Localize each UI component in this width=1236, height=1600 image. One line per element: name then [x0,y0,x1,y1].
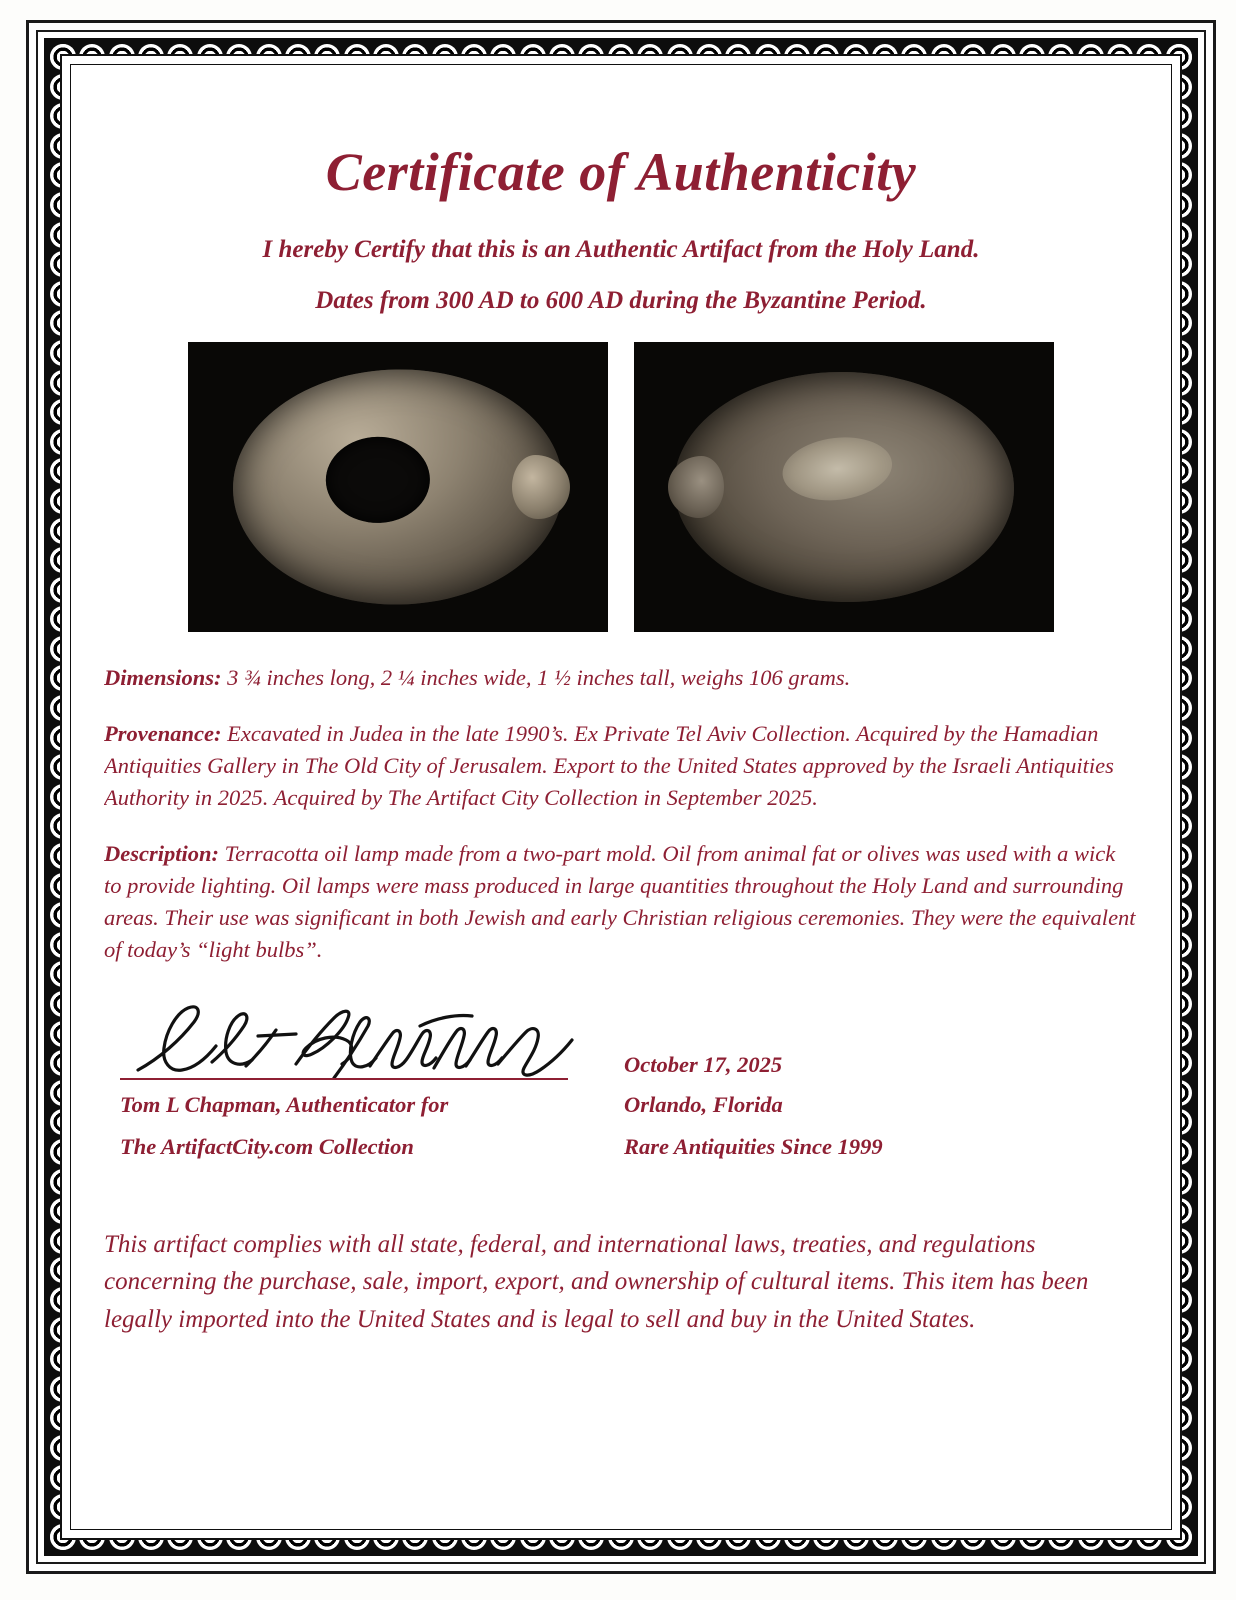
field-dimensions [104,662,1138,694]
signature-date: October 17, 2025 [624,1051,783,1077]
certify-line-2: Dates from 300 AD to 600 AD during the Byzantine Period. [315,287,927,315]
page-title: Certificate of Authenticity [325,142,917,202]
field-provenance-value: Excavated in Judea in the late 1990’s. Ex Private Tel Aviv Collection. Acquired by the Hamadian Antiquities Gallery in The Old City of Jerusalem. Export to the United States approved by the Israeli Antiquities Authority in 2025. Acquired by The Artifact City Collection in September 2025. [104,721,1114,810]
oil-lamp-nozzle-bottom [668,456,724,518]
certificate-content [104,96,1138,1496]
legal-notice: This artifact complies with all state, federal, and international laws, treaties, and regulations concerning the purchase, sale, import, export, and ownership of cultural items. This item has been legally imported into the United States and is legal to sell and buy in the United States. [104,1230,1089,1333]
signature-tagline: Rare Antiquities Since 1999 [624,1133,883,1159]
handwritten-signature [120,992,590,1087]
signature-name: Tom L Chapman, Authenticator for [120,1091,449,1117]
signature-block [104,992,1138,1172]
field-description [104,838,1138,966]
artifact-photos [104,342,1138,632]
field-dimensions-value: 3 ¾ inches long, 2 ¼ inches wide, 1 ½ inches tall, weighs 106 grams. [221,665,851,691]
signature-organization: The ArtifactCity.com Collection [120,1133,414,1159]
certify-line-1: I hereby Certify that this is an Authentic Artifact from the Holy Land. [262,235,980,263]
field-provenance-label: Provenance: [104,721,222,747]
field-provenance [104,718,1138,814]
signature-city: Orlando, Florida [624,1091,783,1117]
oil-lamp-nozzle-top [512,455,570,519]
field-description-value: Terracotta oil lamp made from a two-part mold. Oil from animal fat or olives was used with a wick to provide lighting. Oil lamps were mass produced in large quantities throughout the Holy Land and surrounding areas. Their use was significant in both Jewish and early Christian religious ceremonies. They were the equivalent of today’s “light bulbs”. [104,840,1136,962]
signature-rule [120,1078,568,1080]
artifact-photo-top [188,342,608,632]
field-dimensions-label: Dimensions: [104,665,222,691]
artifact-photo-bottom [634,342,1054,632]
field-description-label: Description: [104,840,219,866]
